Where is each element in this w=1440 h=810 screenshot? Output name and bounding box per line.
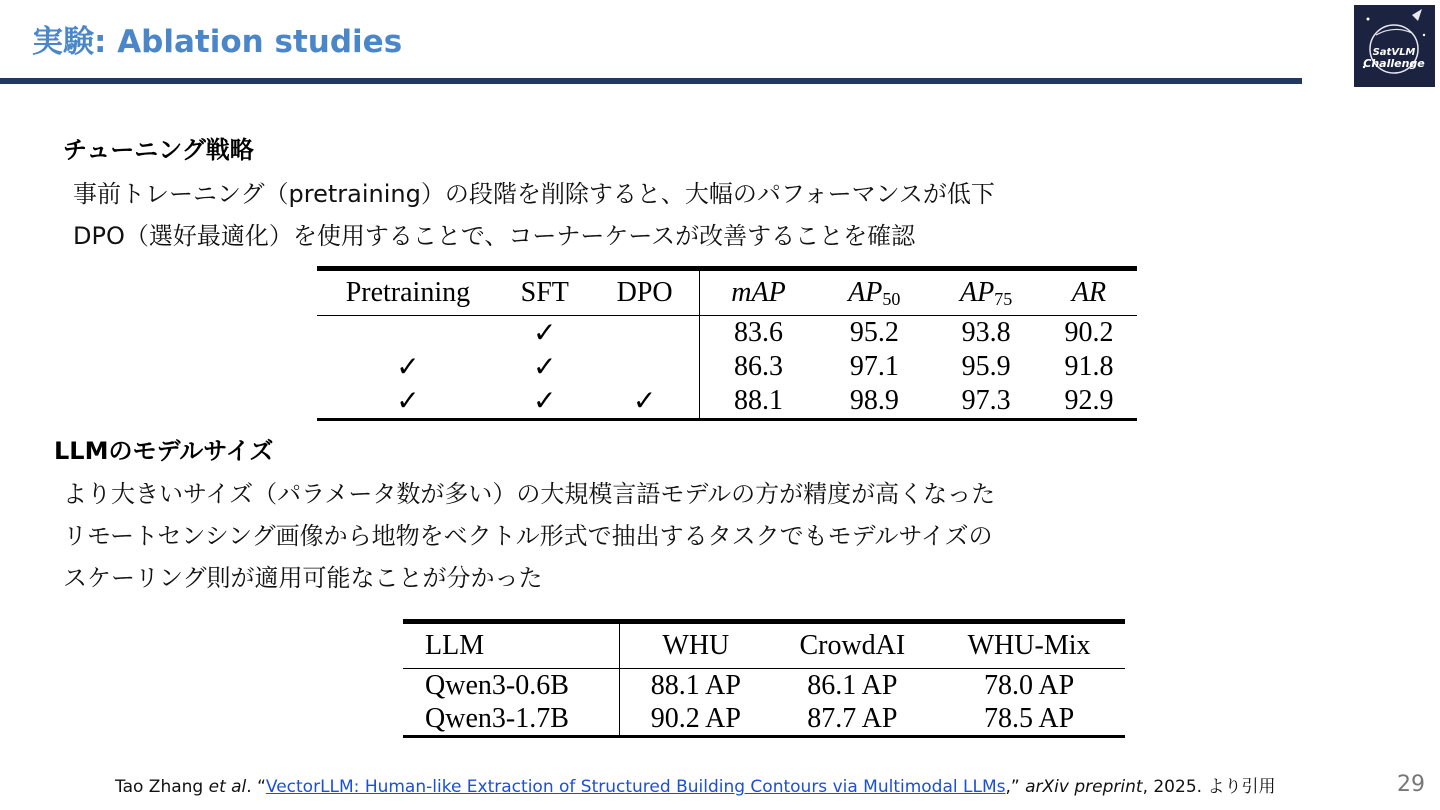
logo-rocket-icon — [1412, 9, 1422, 21]
section1-line-1: 事前トレーニング（pretraining）の段階を削除すると、大幅のパフォーマンスが低下 — [73, 180, 995, 208]
col-sft: SFT — [499, 269, 591, 316]
cell-map: 86.3 — [699, 350, 817, 384]
paper-link[interactable]: VectorLLM: Human-like Extraction of Structured Building Contours via Multimodal LLMs — [265, 777, 1006, 797]
table-row — [317, 384, 1137, 420]
cell-pretraining-check: ✓ — [396, 352, 420, 383]
cell-whu: 90.2 AP — [620, 702, 772, 737]
cell-sft-check: ✓ — [533, 352, 557, 383]
col-dpo: DPO — [591, 269, 699, 316]
logo-text-bottom: Challenge — [1363, 57, 1425, 70]
col-whu-mix: WHU-Mix — [933, 622, 1125, 669]
cell-llm: Qwen3-0.6B — [425, 669, 569, 701]
cell-ap75: 93.8 — [961, 317, 1011, 348]
cell-ar: 90.2 — [1064, 317, 1114, 348]
cell-whu: 88.1 AP — [620, 669, 772, 703]
col-ap75: $AP_{75}$ — [931, 269, 1041, 316]
cell-ar: 91.8 — [1064, 351, 1114, 382]
cell-ap50: 98.9 — [849, 385, 899, 416]
cell-ap75: 95.9 — [961, 351, 1011, 382]
section1-heading: チューニング戦略 — [63, 136, 254, 164]
table-row — [317, 350, 1137, 384]
section1-line-2: DPO（選好最適化）を使用することで、コーナーケースが改善することを確認 — [73, 222, 916, 250]
title-divider — [0, 78, 1302, 84]
col-crowdai: CrowdAI — [772, 622, 934, 669]
cell-pretraining — [317, 316, 499, 351]
col-llm: LLM — [403, 622, 620, 669]
section2-line-2: リモートセンシング画像から地物をベクトル形式で抽出するタスクでもモデルサイズの — [63, 522, 993, 550]
col-whu: WHU — [620, 622, 772, 669]
citation: Tao Zhang et al. “VectorLLM: Human-like Extraction of Structured Building Contours via Multimodal LLMs,” arXiv preprint, 2025. より引用 — [115, 777, 1276, 797]
cell-ap75: 97.3 — [961, 385, 1011, 416]
table-row — [317, 316, 1137, 351]
llm-size-table — [403, 619, 1125, 738]
section2-line-3: スケーリング則が適用可能なことが分かった — [63, 564, 543, 592]
slide-title: 実験: Ablation studies — [32, 24, 403, 60]
col-ar: AR — [1041, 269, 1137, 316]
logo-text-top: SatVLM — [1372, 47, 1416, 58]
col-map: mAP — [699, 269, 817, 316]
col-ap50: $AP_{50}$ — [817, 269, 931, 316]
challenge-logo-icon — [1354, 5, 1435, 87]
cell-ar: 92.9 — [1064, 385, 1114, 416]
cell-whu-mix: 78.5 AP — [983, 702, 1075, 734]
section2-heading: LLMのモデルサイズ — [54, 437, 274, 465]
cell-whu-mix: 78.0 AP — [983, 669, 1075, 701]
cell-sft-check: ✓ — [533, 318, 557, 349]
cell-map: 88.1 — [699, 384, 817, 420]
cell-ap50: 97.1 — [849, 351, 899, 382]
table-row — [403, 669, 1125, 703]
ablation-tuning-table — [317, 266, 1137, 421]
cell-dpo — [591, 350, 699, 384]
page-number: 29 — [1397, 772, 1425, 797]
cell-llm: Qwen3-1.7B — [425, 702, 569, 734]
col-pretraining: Pretraining — [317, 269, 499, 316]
cell-crowdai: 86.1 AP — [807, 669, 898, 701]
section2-line-1: より大きいサイズ（パラメータ数が多い）の大規模言語モデルの方が精度が高くなった — [63, 480, 996, 508]
cell-dpo — [591, 316, 699, 351]
cell-sft-check: ✓ — [533, 386, 557, 417]
cell-ap50: 95.2 — [849, 317, 899, 348]
cell-crowdai: 87.7 AP — [807, 702, 898, 734]
cell-dpo-check: ✓ — [632, 386, 657, 417]
cell-pretraining-check: ✓ — [396, 386, 420, 417]
cell-map: 83.6 — [699, 316, 817, 351]
table-row — [403, 702, 1125, 737]
